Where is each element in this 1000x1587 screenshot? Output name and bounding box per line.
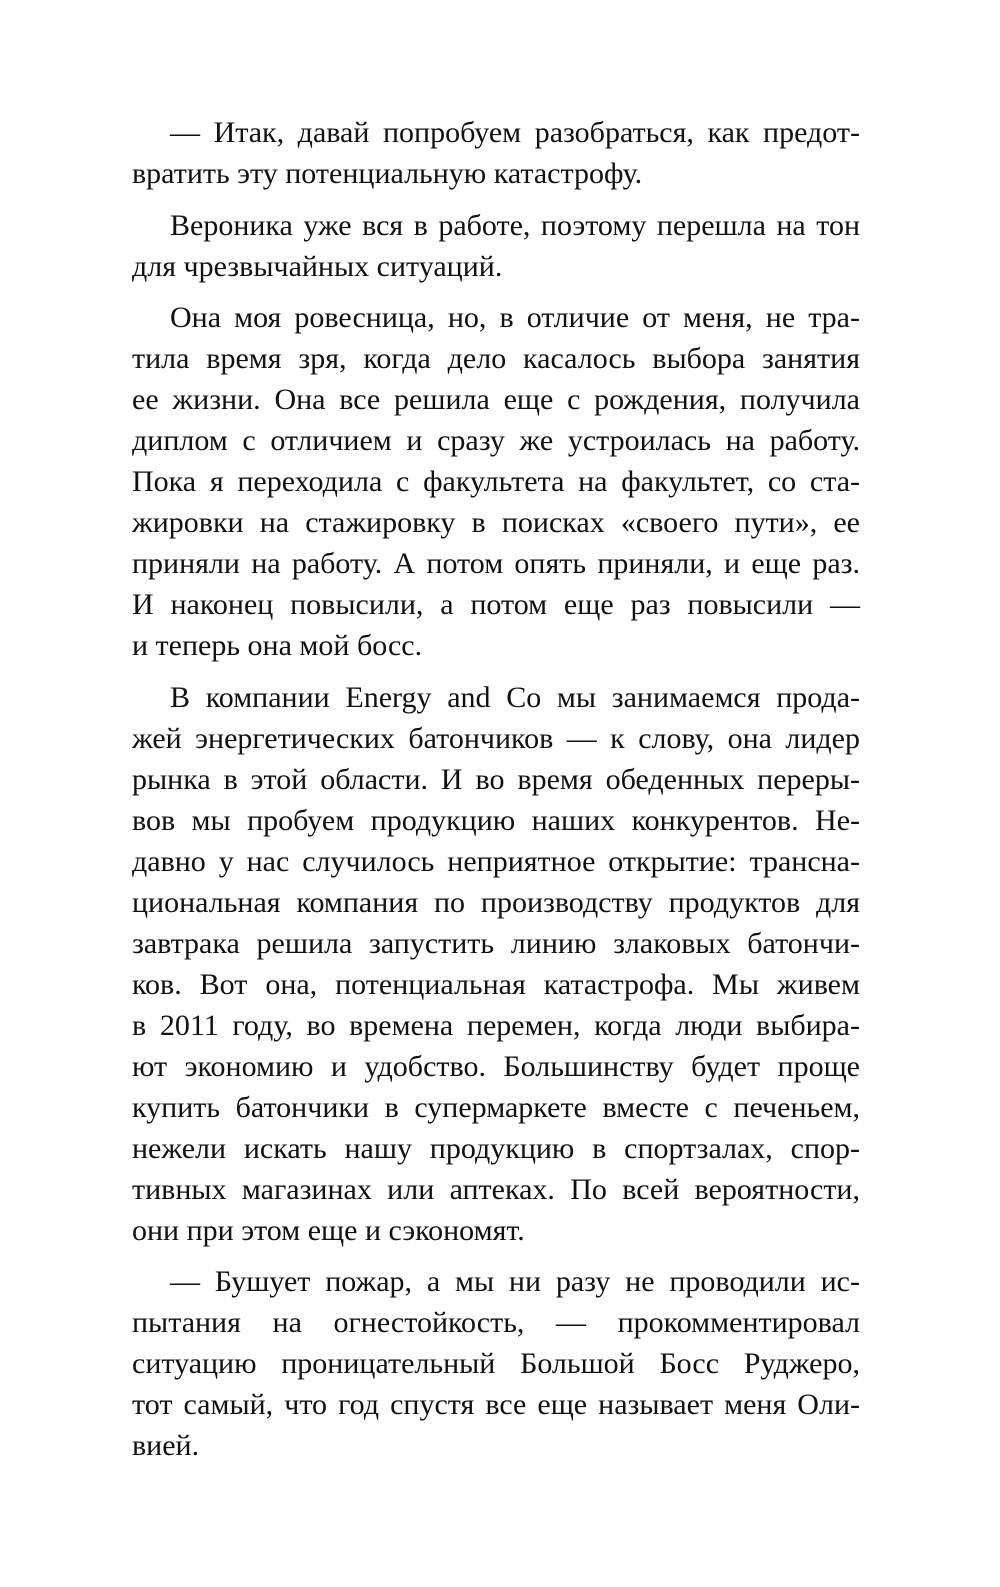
text-line: они при этом еще и сэкономят. (132, 1213, 525, 1247)
text-line: ситуацию проницательный Большой Босс Руджеро, (132, 1347, 860, 1380)
text-line: для чрезвычайных ситуаций. (132, 249, 503, 283)
text-line: — Итак, давай попробуем разобраться, как предот- (170, 116, 860, 149)
text-line: тот самый, что год спустя все еще называет меня Оли- (132, 1388, 860, 1421)
text-line: тила время зря, когда дело касалось выбора занятия (132, 342, 860, 375)
text-line: В компании Energy and Co мы занимаемся прода- (170, 680, 860, 714)
paragraph-1 (132, 112, 860, 194)
text-line: циональная компания по производству продуктов для (132, 885, 860, 919)
text-line: ков. Вот она, потенциальная катастрофа. Мы живем (132, 967, 860, 1001)
text-line: ее жизни. Она все решила еще с рождения, получила (132, 383, 860, 416)
book-page (132, 112, 860, 1552)
text-line: рынка в этой области. И во время обеденных переры- (132, 762, 860, 796)
paragraph-5 (132, 1261, 860, 1466)
text-line: в 2011 году, во времена перемен, когда люди выбира- (132, 1008, 860, 1042)
paragraph-3 (132, 297, 860, 666)
text-line: пытания на огнестойкость, — прокомментировал (132, 1306, 860, 1339)
text-line: приняли на работу. А потом опять приняли, и еще раз. (132, 547, 860, 580)
text-line: Она моя ровесница, но, в отличие от меня, не тра- (170, 301, 860, 334)
text-line: завтрака решила запустить линию злаковых батончи- (132, 926, 860, 960)
text-line: Пока я переходила с факультета на факультет, со ста- (132, 465, 860, 498)
text-line: диплом с отличием и сразу же устроилась на работу. (132, 424, 860, 457)
paragraph-2 (132, 205, 860, 287)
text-line: нежели искать нашу продукцию в спортзалах, спор- (132, 1131, 860, 1165)
text-line: давно у нас случилось неприятное открытие: трансна- (132, 844, 860, 878)
text-line: — Бушует пожар, а мы ни разу не проводили ис- (170, 1265, 860, 1298)
text-line: Вероника уже вся в работе, поэтому перешла на тон (170, 208, 860, 242)
text-line: И наконец повысили, а потом еще раз повысили — (132, 588, 860, 621)
text-line: жировки на стажировку в поисках «своего пути», ее (132, 506, 860, 539)
text-line: вратить эту потенциальную катастрофу. (132, 157, 643, 190)
text-line: вией. (132, 1429, 200, 1462)
text-line: и теперь она мой босс. (132, 629, 423, 662)
text-line: купить батончики в супермаркете вместе с печеньем, (132, 1090, 860, 1124)
text-line: жей энергетических батончиков — к слову, она лидер (132, 721, 860, 755)
paragraph-4 (132, 677, 860, 1251)
text-line: тивных магазинах или аптеках. По всей вероятности, (132, 1172, 860, 1206)
text-line: ют экономию и удобство. Большинству будет проще (132, 1049, 860, 1083)
text-line: вов мы пробуем продукцию наших конкурентов. Не- (132, 803, 860, 837)
